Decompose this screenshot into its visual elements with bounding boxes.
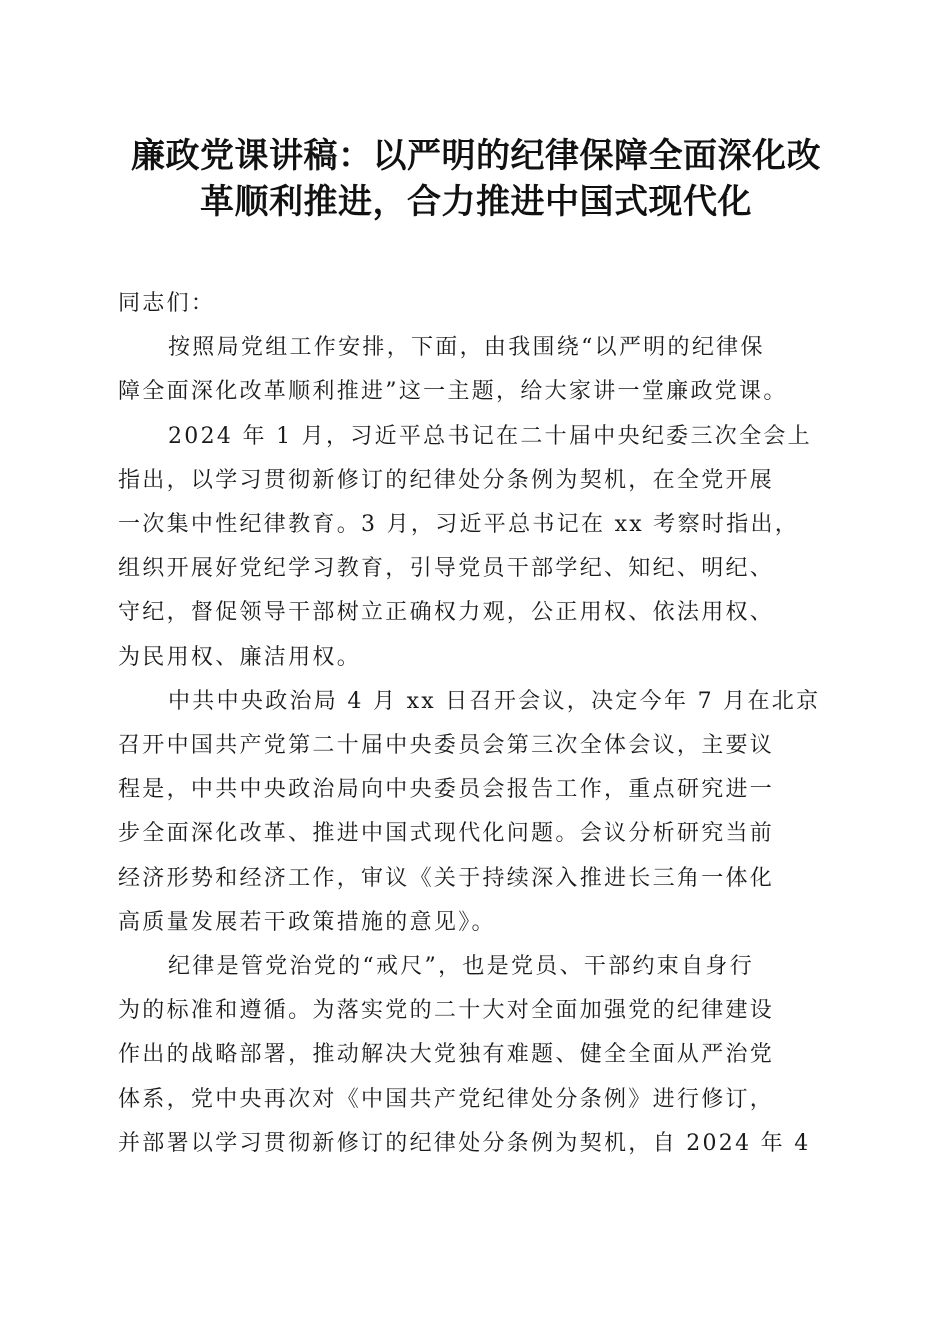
- text-line: 纪律是管党治党的“戒尺”，也是党员、干部约束自身行: [168, 954, 754, 980]
- document-body: [118, 282, 834, 1166]
- paragraph: [118, 945, 834, 1166]
- document-page: [118, 133, 834, 1166]
- text-line: 为的标准和遵循。为落实党的二十大对全面加强党的纪律建设: [118, 998, 775, 1024]
- paragraph: [118, 415, 834, 680]
- text-line: 为民用权、廉洁用权。: [118, 644, 362, 670]
- text-line: 体系，党中央再次对《中国共产党纪律处分条例》进行修订，: [118, 1086, 775, 1112]
- text-line: 中共中央政治局 4 月 xx 日召开会议，决定今年 7 月在北京: [168, 688, 821, 714]
- document-title: [112, 133, 840, 225]
- text-line: 并部署以学习贯彻新修订的纪律处分条例为契机，自 2024 年 4: [118, 1130, 811, 1156]
- text-line: 组织开展好党纪学习教育，引导党员干部学纪、知纪、明纪、: [118, 556, 775, 582]
- text-line: 按照局党组工作安排，下面，由我围绕“以严明的纪律保: [168, 335, 765, 361]
- salutation: 同志们：: [118, 291, 216, 316]
- paragraph: [118, 680, 834, 945]
- text-line: 高质量发展若干政策措施的意见》。: [118, 909, 496, 935]
- text-line: 程是，中共中央政治局向中央委员会报告工作，重点研究进一: [118, 777, 775, 803]
- title-line: 廉政党课讲稿：以严明的纪律保障全面深化改: [131, 136, 821, 176]
- text-line: 经济形势和经济工作，审议《关于持续深入推进长三角一体化: [118, 865, 775, 891]
- paragraph: [118, 326, 834, 414]
- text-line: 召开中国共产党第二十届中央委员会第三次全体会议，主要议: [118, 733, 775, 759]
- title-line: 革顺利推进，合力推进中国式现代化: [200, 182, 752, 222]
- text-line: 障全面深化改革顺利推进”这一主题，给大家讲一堂廉政党课。: [118, 379, 788, 405]
- text-line: 步全面深化改革、推进中国式现代化问题。会议分析研究当前: [118, 821, 775, 847]
- text-line: 指出，以学习贯彻新修订的纪律处分条例为契机，在全党开展: [118, 467, 775, 493]
- text-line: 作出的战略部署，推动解决大党独有难题、健全全面从严治党: [118, 1042, 775, 1068]
- text-line: 2024 年 1 月，习近平总书记在二十届中央纪委三次全会上: [168, 423, 812, 449]
- text-line: 守纪，督促领导干部树立正确权力观，公正用权、依法用权、: [118, 600, 775, 626]
- text-line: 一次集中性纪律教育。3 月，习近平总书记在 xx 考察时指出，: [118, 512, 800, 538]
